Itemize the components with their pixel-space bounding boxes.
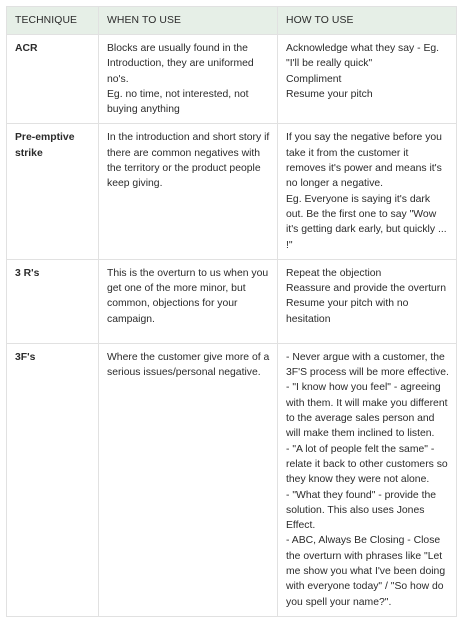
technique-cell: 3F's [7, 343, 99, 616]
cell-line: Resume your pitch [286, 88, 373, 100]
table-row [7, 259, 457, 343]
how-cell [278, 259, 457, 343]
cell-line: Eg. no time, not interested, not buying anything [107, 88, 249, 116]
cell-line: - "What they found" - provide the solution. This also uses Jones Effect. [286, 489, 437, 532]
technique-cell: Pre-emptive strike [7, 124, 99, 259]
when-cell [99, 343, 278, 616]
when-cell [99, 259, 278, 343]
objection-handling-table [6, 6, 456, 617]
cell-line: Where the customer give more of a serious issues/personal negative. [107, 351, 270, 379]
when-cell [99, 124, 278, 259]
cell-line: Eg. Everyone is saying it's dark out. Be the first one to say "Wow it's getting dark early, but quickly ... !" [286, 193, 447, 251]
cell-line: Reassure and provide the overturn [286, 283, 446, 295]
cell-line: Blocks are usually found in the Introduction, they are uniformed no's. [107, 43, 254, 85]
technique-cell: ACR [7, 35, 99, 124]
cell-line: Resume your pitch with no hesitation [286, 298, 409, 325]
cell-line: Acknowledge what they say - Eg. "I'll be really quick" [286, 43, 440, 70]
how-cell [278, 124, 457, 259]
cell-line: - Never argue with a customer, the 3F'S process will be more effective. [286, 351, 449, 379]
header-row [7, 7, 457, 35]
how-cell [278, 35, 457, 124]
cell-line: Compliment [286, 73, 342, 85]
table-row [7, 35, 457, 124]
technique-cell: 3 R's [7, 259, 99, 343]
cell-line: - ABC, Always Be Closing - Close the overturn with phrases like "Let me show you what I've been doing with everyone today" / "So how do you spell your name?". [286, 535, 446, 608]
techniques-table [6, 6, 457, 617]
cell-line: In the introduction and short story if there are common negatives with the territory or the product people keep giving. [107, 132, 270, 190]
header-technique: TECHNIQUE [7, 7, 99, 35]
cell-line: This is the overturn to us when you get one of the more minor, but common, objections for your campaign. [107, 267, 269, 325]
table-row [7, 124, 457, 259]
cell-line: If you say the negative before you take it from the customer it removes it's power and means it's no longer a negative. [286, 132, 442, 190]
cell-line: - "A lot of people felt the same" - relate it back to other customers so they know they were not alone. [286, 443, 448, 486]
header-how-to-use: HOW TO USE [278, 7, 457, 35]
how-cell [278, 343, 457, 616]
table-row [7, 343, 457, 616]
header-when-to-use: WHEN TO USE [99, 7, 278, 35]
cell-line: Repeat the objection [286, 267, 382, 279]
cell-line: - "I know how you feel" - agreeing with them. It will make you different to the average sales person and will make them inclined to listen. [286, 382, 448, 440]
when-cell [99, 35, 278, 124]
